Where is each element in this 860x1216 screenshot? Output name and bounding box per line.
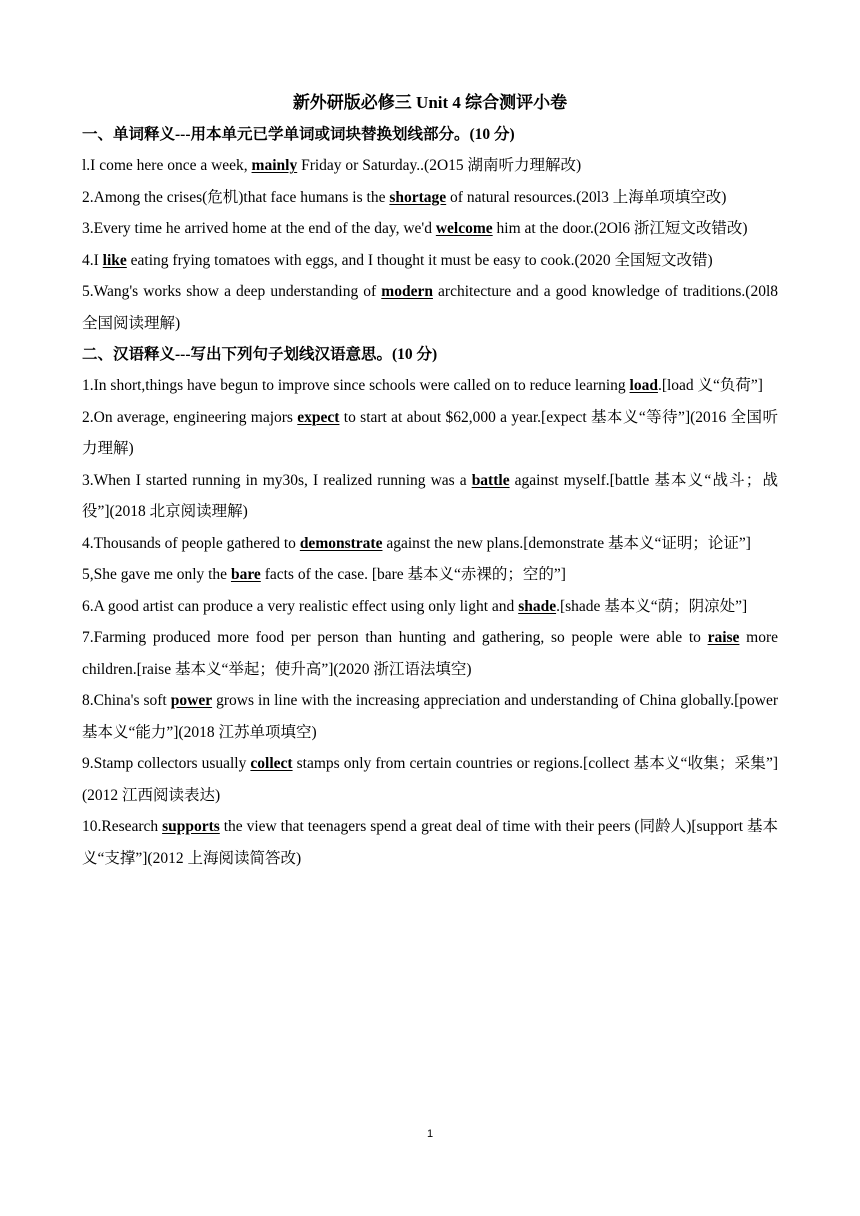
question-text-before: 1.In short,things have begun to improve since schools were called on to reduce learning xyxy=(82,377,630,394)
question-item xyxy=(82,213,778,245)
question-item xyxy=(82,559,778,591)
question-text-before: 6.A good artist can produce a very realistic effect using only light and xyxy=(82,597,519,615)
underlined-keyword: bare xyxy=(230,566,261,583)
section-1-items xyxy=(82,150,778,339)
question-item xyxy=(82,402,778,465)
question-text-after: the view that teenagers spend a great deal of time with their peers (同龄人)[support 基本义“支撑”](2012 上海阅读简答改) xyxy=(82,818,778,867)
underlined-keyword: demonstrate xyxy=(299,534,383,552)
underlined-keyword: like xyxy=(102,251,127,269)
question-text-after: .[shade 基本义“荫；阴凉处”] xyxy=(556,597,748,615)
page-title: 新外研版必修三 Unit 4 综合测评小卷 xyxy=(292,93,568,112)
underlined-keyword: welcome xyxy=(435,220,493,237)
question-item xyxy=(82,622,778,685)
question-text-after: .[load 义“负荷”] xyxy=(657,377,763,394)
question-text-before: 3.Every time he arrived home at the end of the day, we'd xyxy=(82,220,436,237)
underlined-keyword: shortage xyxy=(389,188,447,206)
underlined-keyword: expect xyxy=(297,408,340,426)
question-text-before: l.I come here once a week, xyxy=(82,157,252,174)
question-text-before: 4.I xyxy=(82,251,103,269)
question-item xyxy=(82,150,778,182)
question-text-before: 5,She gave me only the xyxy=(82,566,231,583)
question-text-before: 4.Thousands of people gathered to xyxy=(82,534,300,552)
question-text-after: Friday or Saturday..(2O15 湖南听力理解改) xyxy=(297,157,582,174)
underlined-keyword: mainly xyxy=(251,157,298,174)
question-text-after: against the new plans.[demonstrate 基本义“证明；论证”] xyxy=(382,534,751,552)
question-item xyxy=(82,811,778,874)
question-text-after: more children.[raise 基本义“举起；使升高”](2020 浙江语法填空) xyxy=(82,629,778,678)
section-2-items xyxy=(82,370,778,874)
question-item xyxy=(82,685,778,748)
document-page xyxy=(82,88,778,874)
underlined-keyword: supports xyxy=(162,818,220,835)
section-2-heading: 二、汉语释义---写出下列句子划线汉语意思。(10 分) xyxy=(82,346,438,363)
question-item xyxy=(82,182,778,214)
question-text-after: architecture and a good knowledge of traditions.(20l8 全国阅读理解) xyxy=(82,283,778,332)
question-text-after: stamps only from certain countries or regions.[collect 基本义“收集；采集”](2012 江西阅读表达) xyxy=(82,755,779,804)
question-text-before: 8.China's soft xyxy=(82,692,171,709)
section-1-heading: 一、单词释义---用本单元已学单词或词块替换划线部分。(10 分) xyxy=(82,126,515,143)
question-item xyxy=(82,276,778,339)
page-number: 1 xyxy=(426,1128,434,1140)
question-text-before: 2.On average, engineering majors xyxy=(82,408,298,426)
underlined-keyword: load xyxy=(629,377,658,394)
underlined-keyword: battle xyxy=(471,471,510,489)
question-item xyxy=(82,245,778,277)
question-text-before: 2.Among the crises(危机)that face humans is the xyxy=(82,188,390,206)
question-text-after: grows in line with the increasing appreciation and understanding of China globally.[power 基本义“能力”](2018 江苏单项填空) xyxy=(82,692,778,741)
question-item xyxy=(82,465,778,528)
underlined-keyword: shade xyxy=(518,597,557,615)
underlined-keyword: power xyxy=(170,692,213,709)
question-text-before: 3.When I started running in my30s, I realized running was a xyxy=(82,471,472,489)
question-text-before: 7.Farming produced more food per person than hunting and gathering, so people were able to xyxy=(82,629,708,646)
underlined-keyword: raise xyxy=(707,629,740,646)
question-text-before: 5.Wang's works show a deep understanding of xyxy=(82,283,382,300)
question-item xyxy=(82,591,778,623)
question-text-after: eating frying tomatoes with eggs, and I thought it must be easy to cook.(2020 全国短文改错) xyxy=(126,251,713,269)
underlined-keyword: modern xyxy=(381,283,433,300)
question-text-after: to start at about $62,000 a year.[expect 基本义“等待”](2016 全国听力理解) xyxy=(82,408,778,457)
question-item xyxy=(82,748,778,811)
question-item xyxy=(82,528,778,560)
question-text-after: against myself.[battle 基本义“战斗；战役”](2018 北京阅读理解) xyxy=(82,471,778,520)
question-text-before: 9.Stamp collectors usually xyxy=(82,755,251,772)
question-text-after: of natural resources.(20l3 上海单项填空改) xyxy=(446,188,727,206)
question-text-before: 10.Research xyxy=(82,818,163,835)
question-item xyxy=(82,370,778,402)
underlined-keyword: collect xyxy=(250,755,293,772)
question-text-after: facts of the case. [bare 基本义“赤裸的；空的”] xyxy=(260,566,566,583)
question-text-after: him at the door.(2Ol6 浙江短文改错改) xyxy=(492,220,748,237)
